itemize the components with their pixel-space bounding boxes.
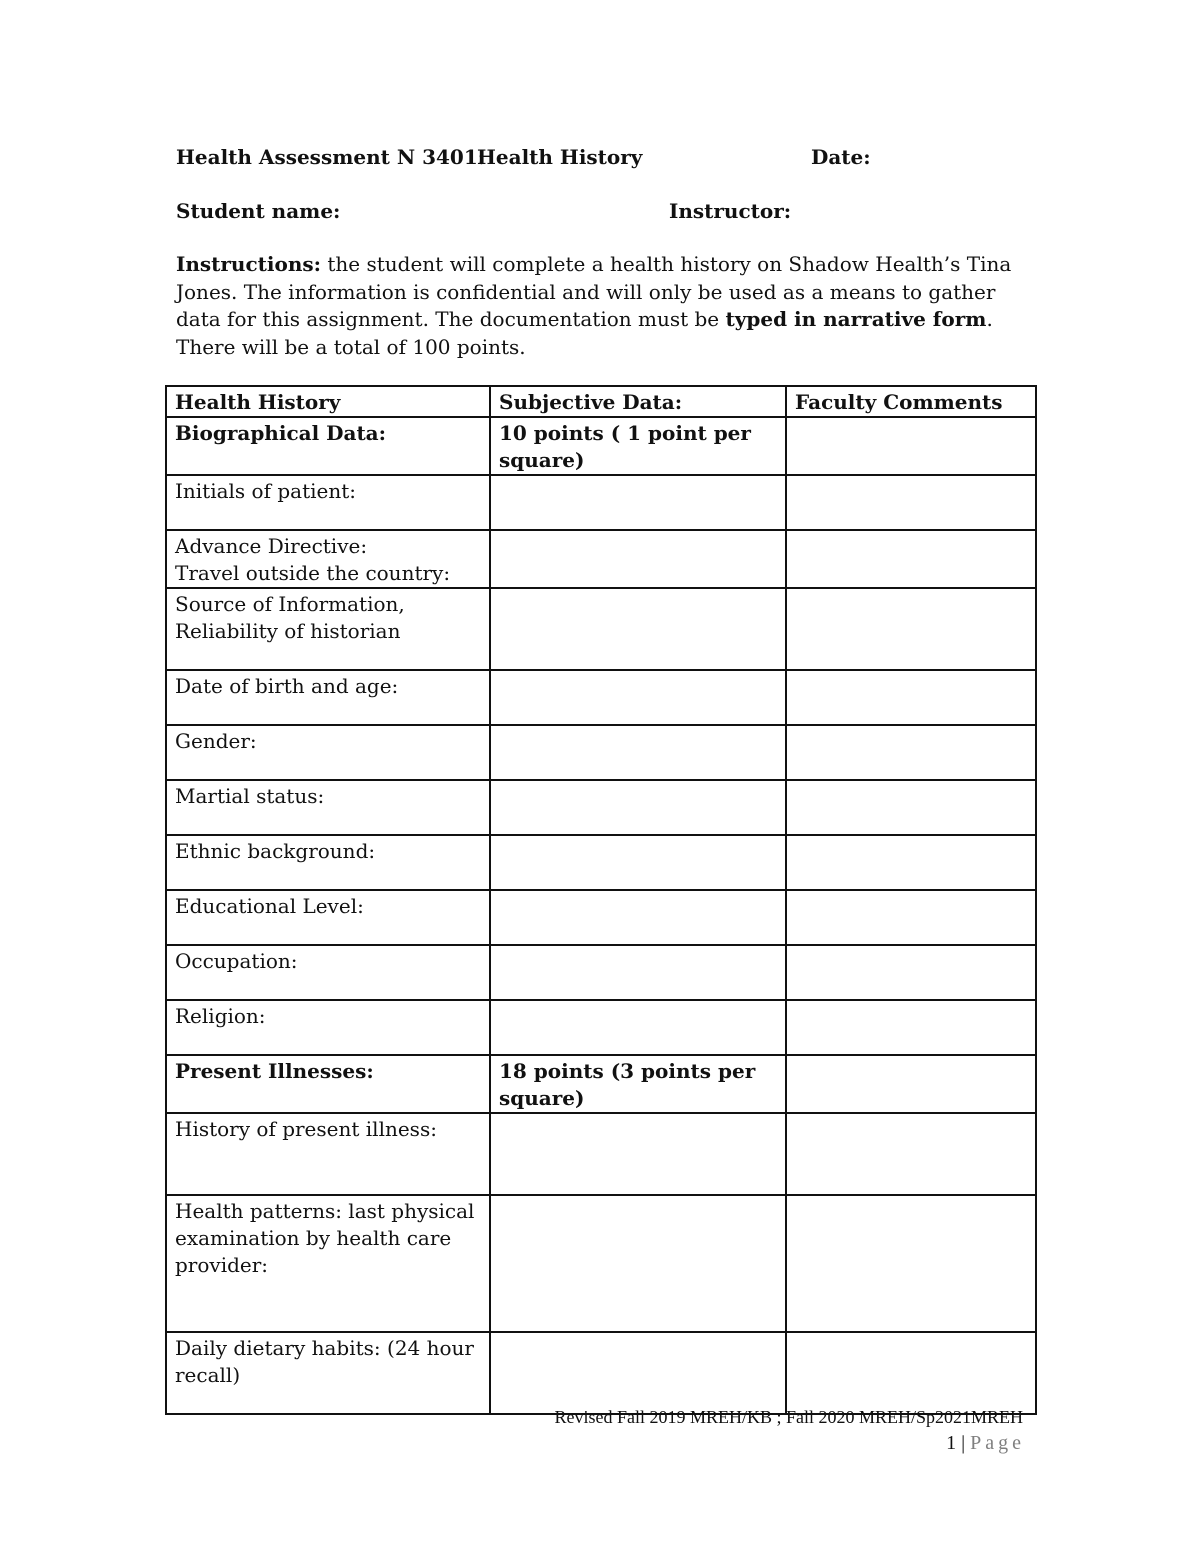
date-label: Date:: [811, 145, 871, 169]
section-points-line: square): [499, 1086, 585, 1110]
row-label: Religion:: [166, 1000, 490, 1055]
page-number: [946, 1431, 1025, 1455]
table-row: [166, 835, 1036, 890]
faculty-comment-cell[interactable]: [786, 475, 1036, 530]
subjective-data-cell[interactable]: [490, 1332, 786, 1414]
instructions-text: the student will complete a health history on Shadow Health’s Tina Jones. The information is confidential and will only be used as a means to gather data for this assignment. The documentation must be: [176, 252, 1012, 331]
faculty-comment-cell[interactable]: [786, 1113, 1036, 1195]
row-label-line: recall): [175, 1363, 241, 1387]
faculty-comment-cell[interactable]: [786, 1000, 1036, 1055]
faculty-comment-cell[interactable]: [786, 945, 1036, 1000]
page-word: Page: [970, 1432, 1025, 1454]
section-points: [490, 1055, 786, 1113]
subjective-data-cell[interactable]: [490, 530, 786, 588]
row-label: Gender:: [166, 725, 490, 780]
revision-note: Revised Fall 2019 MREH/KB ; Fall 2020 MREH/Sp2021MREH: [554, 1407, 1023, 1427]
section-row-biographical: [166, 417, 1036, 475]
table-header-row: [166, 386, 1036, 417]
row-label: [166, 1332, 490, 1414]
row-label: [166, 588, 490, 670]
header-health-history: Health History: [166, 386, 490, 417]
row-label: [166, 530, 490, 588]
row-label: Initials of patient:: [166, 475, 490, 530]
row-label-line: Daily dietary habits: (24 hour: [175, 1336, 474, 1360]
section-row-present-illnesses: [166, 1055, 1036, 1113]
table-row: [166, 945, 1036, 1000]
header-faculty-comments: Faculty Comments: [786, 386, 1036, 417]
course-title: Health Assessment N 3401:: [176, 145, 486, 169]
table-row: [166, 530, 1036, 588]
subjective-data-cell[interactable]: [490, 1195, 786, 1332]
row-label-line: Advance Directive:: [175, 534, 368, 558]
table-row: [166, 670, 1036, 725]
student-name-label: Student name:: [176, 199, 341, 223]
section-label: Present Illnesses:: [166, 1055, 490, 1113]
row-label: Educational Level:: [166, 890, 490, 945]
subjective-data-cell[interactable]: [490, 890, 786, 945]
row-label: Occupation:: [166, 945, 490, 1000]
subjective-data-cell[interactable]: [490, 945, 786, 1000]
row-label-line: Travel outside the country:: [175, 561, 451, 585]
row-label: Ethnic background:: [166, 835, 490, 890]
table-row: [166, 475, 1036, 530]
table-row: [166, 1332, 1036, 1414]
table-row: [166, 1000, 1036, 1055]
subjective-data-cell[interactable]: [490, 1113, 786, 1195]
row-label: Date of birth and age:: [166, 670, 490, 725]
row-label-line: Health patterns: last physical: [175, 1199, 475, 1223]
instructor-label: Instructor:: [669, 199, 792, 223]
faculty-comment-cell[interactable]: [786, 835, 1036, 890]
instructions-paragraph: [176, 251, 1016, 361]
faculty-comment-cell[interactable]: [786, 725, 1036, 780]
faculty-comment-cell[interactable]: [786, 780, 1036, 835]
row-label: History of present illness:: [166, 1113, 490, 1195]
section-points-line: square): [499, 448, 585, 472]
subjective-data-cell[interactable]: [490, 475, 786, 530]
subjective-data-cell[interactable]: [490, 588, 786, 670]
faculty-comment-cell[interactable]: [786, 1332, 1036, 1414]
header-subjective-data: Subjective Data:: [490, 386, 786, 417]
faculty-comment-cell[interactable]: [786, 588, 1036, 670]
section-points-line: 18 points (3 points per: [499, 1059, 756, 1083]
table-row: [166, 1113, 1036, 1195]
row-label-line: Reliability of historian: [175, 619, 401, 643]
row-label: Martial status:: [166, 780, 490, 835]
subjective-data-cell[interactable]: [490, 835, 786, 890]
row-label: [166, 1195, 490, 1332]
health-history-table: [165, 385, 1037, 1415]
row-label-line: provider:: [175, 1253, 269, 1277]
subjective-data-cell[interactable]: [490, 780, 786, 835]
table-row: [166, 588, 1036, 670]
faculty-comment-cell[interactable]: [786, 530, 1036, 588]
table-row: [166, 890, 1036, 945]
row-label-line: examination by health care: [175, 1226, 452, 1250]
faculty-comment-cell[interactable]: [786, 890, 1036, 945]
section-points-line: 10 points ( 1 point per: [499, 421, 751, 445]
subjective-data-cell[interactable]: [490, 725, 786, 780]
page-number-value: 1: [946, 1432, 957, 1454]
assignment-title: Health History: [477, 145, 643, 169]
subjective-data-cell[interactable]: [490, 1000, 786, 1055]
faculty-comment-cell[interactable]: [786, 1195, 1036, 1332]
instructions-label: Instructions:: [176, 252, 322, 276]
faculty-comment-cell[interactable]: [786, 1055, 1036, 1113]
faculty-comment-cell[interactable]: [786, 417, 1036, 475]
table-row: [166, 725, 1036, 780]
faculty-comment-cell[interactable]: [786, 670, 1036, 725]
table-row: [166, 780, 1036, 835]
instructions-text-end: . There will be a total of 100 points.: [176, 307, 993, 359]
section-points: [490, 417, 786, 475]
row-label-line: Source of Information,: [175, 592, 405, 616]
subjective-data-cell[interactable]: [490, 670, 786, 725]
table-row: [166, 1195, 1036, 1332]
page-number-separator: |: [956, 1432, 971, 1454]
section-label: Biographical Data:: [166, 417, 490, 475]
instructions-emphasis: typed in narrative form: [725, 307, 987, 331]
